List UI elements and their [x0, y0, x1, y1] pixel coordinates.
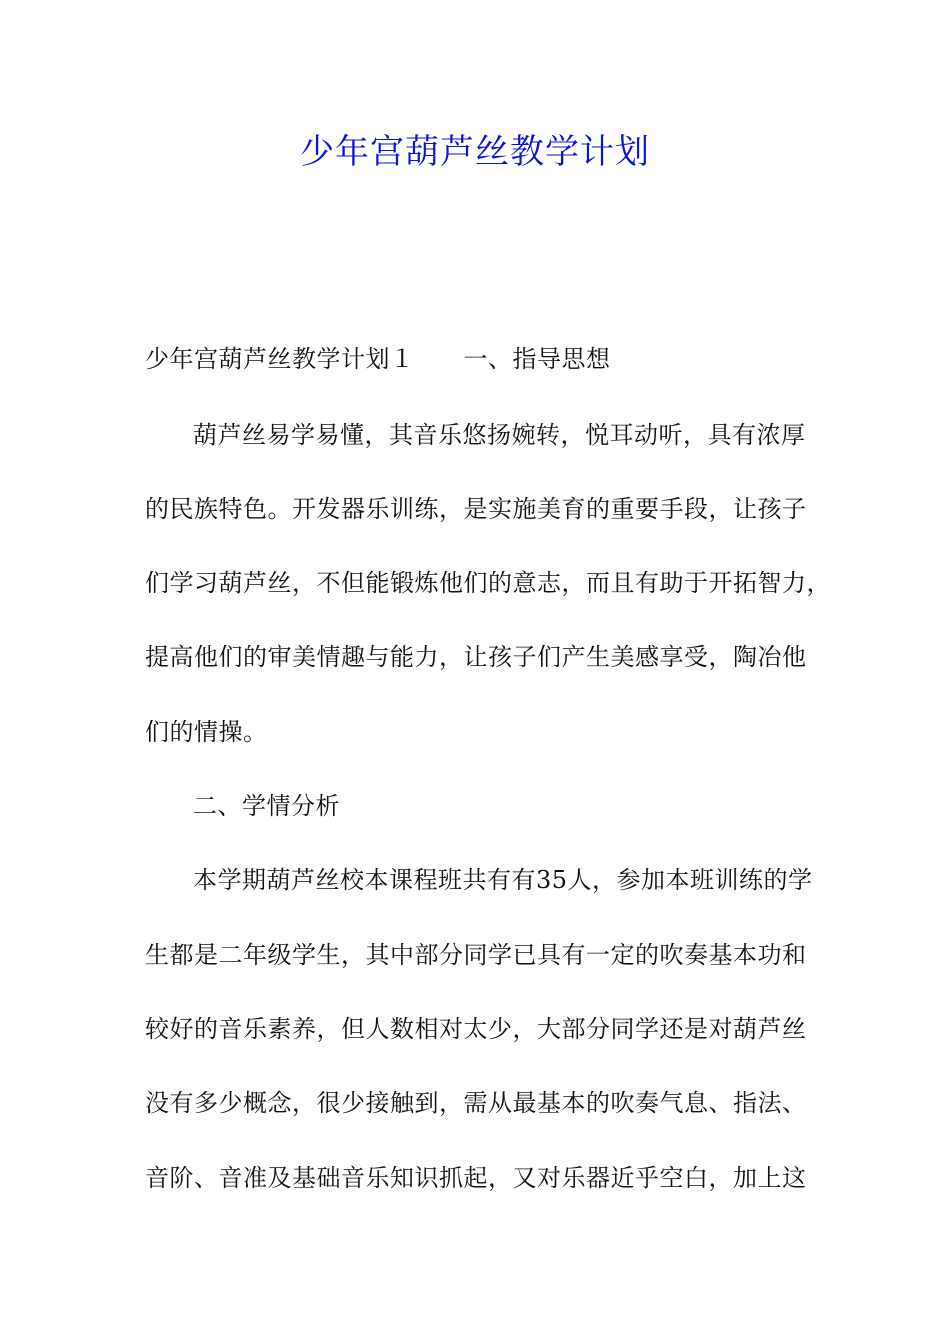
paragraph-line: 们的情操。: [145, 718, 268, 746]
paragraph-line: 本学期葫芦丝校本课程班共有有35人，参加本班训练的学: [193, 866, 813, 894]
section-heading-line: 少年宫葫芦丝教学计划１ 一、指导思想: [145, 345, 611, 373]
paragraph-line: 没有多少概念，很少接触到，需从最基本的吹奏气息、指法、: [145, 1089, 807, 1117]
paragraph-line: 音阶、音准及基础音乐知识抓起，又对乐器近乎空白，加上这: [145, 1164, 807, 1192]
paragraph-line: 的民族特色。开发器乐训练，是实施美育的重要手段，让孩子: [145, 495, 807, 523]
paragraph-line: 葫芦丝易学易懂，其音乐悠扬婉转，悦耳动听，具有浓厚: [193, 421, 806, 449]
document-title: 少年宫葫芦丝教学计划: [300, 132, 650, 172]
paragraph-line: 较好的音乐素养，但人数相对太少，大部分同学还是对葫芦丝: [145, 1015, 807, 1043]
paragraph-line: 提高他们的审美情趣与能力，让孩子们产生美感享受，陶冶他: [145, 643, 807, 671]
section-heading: 二、学情分析: [193, 792, 340, 820]
paragraph-line: 生都是二年级学生，其中部分同学已具有一定的吹奏基本功和: [145, 941, 807, 969]
paragraph-line: 们学习葫芦丝，不但能锻炼他们的意志，而且有助于开拓智力，: [145, 569, 831, 597]
